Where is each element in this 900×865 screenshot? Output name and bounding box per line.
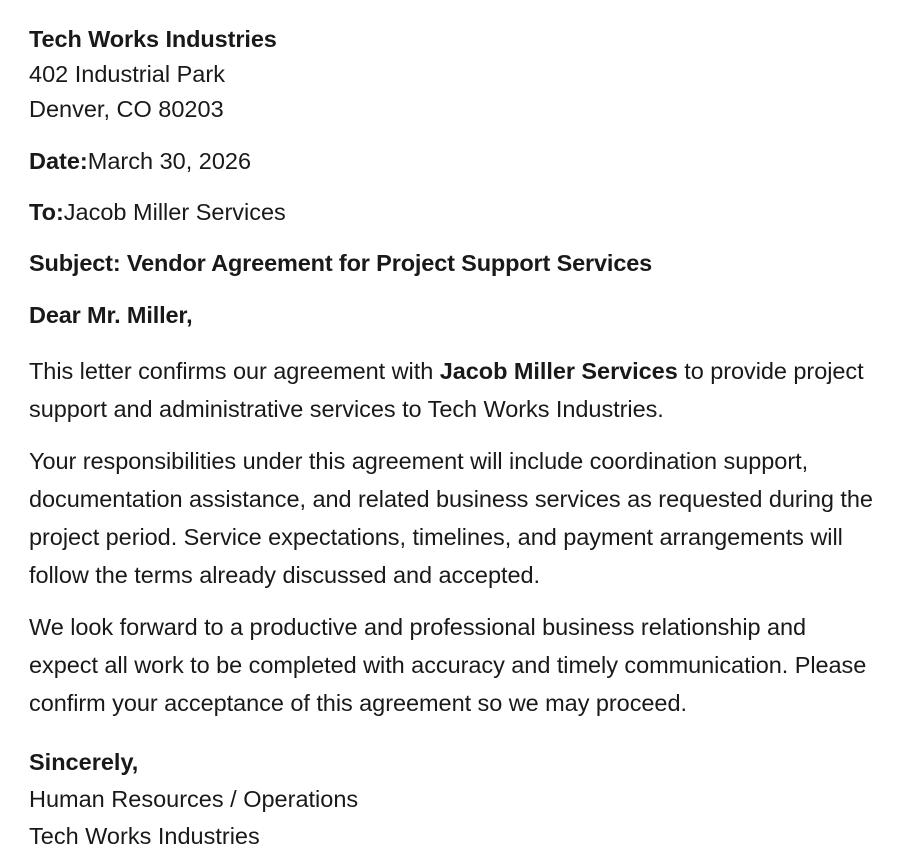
paragraph-1-lead-text: This letter confirms our agreement with	[29, 358, 440, 384]
letter-body	[29, 22, 874, 855]
sender-address-block	[29, 22, 874, 127]
closing-organization: Tech Works Industries	[29, 823, 260, 849]
body-paragraph-3: We look forward to a productive and professional business relationship and expect all work to be completed with accuracy and timely communication. Please confirm your acceptance of this agreement so we may proceed.	[29, 614, 867, 716]
paragraph-1-trailing-text: to provide project support and administrative services to Tech Works Industries.	[29, 358, 864, 422]
closing-block	[29, 744, 874, 855]
sender-street: 402 Industrial Park	[29, 61, 225, 87]
recipient-label: To:	[29, 199, 64, 225]
recipient-value: Jacob Miller Services	[63, 199, 286, 225]
closing-salutation: Sincerely,	[29, 749, 139, 775]
recipient-line	[29, 195, 874, 229]
body-paragraph-2: Your responsibilities under this agreement will include coordination support, documentation assistance, and related business services as requested during the project period. Service expectations, timelines, and payment arrangements will follow the terms already discussed and accepted.	[29, 448, 873, 588]
closing-department: Human Resources / Operations	[29, 786, 359, 812]
date-label: Date:	[29, 148, 88, 174]
sender-organization: Tech Works Industries	[29, 26, 277, 52]
sender-city-state-zip: Denver, CO 80203	[29, 96, 224, 122]
salutation: Dear Mr. Miller,	[29, 302, 193, 328]
date-line	[29, 144, 874, 178]
body-paragraph-1	[29, 352, 874, 428]
vendor-name-emphasis: Jacob Miller Services	[439, 358, 678, 384]
subject-line: Subject: Vendor Agreement for Project Support Services	[29, 250, 653, 276]
date-value: March 30, 2026	[87, 148, 252, 174]
